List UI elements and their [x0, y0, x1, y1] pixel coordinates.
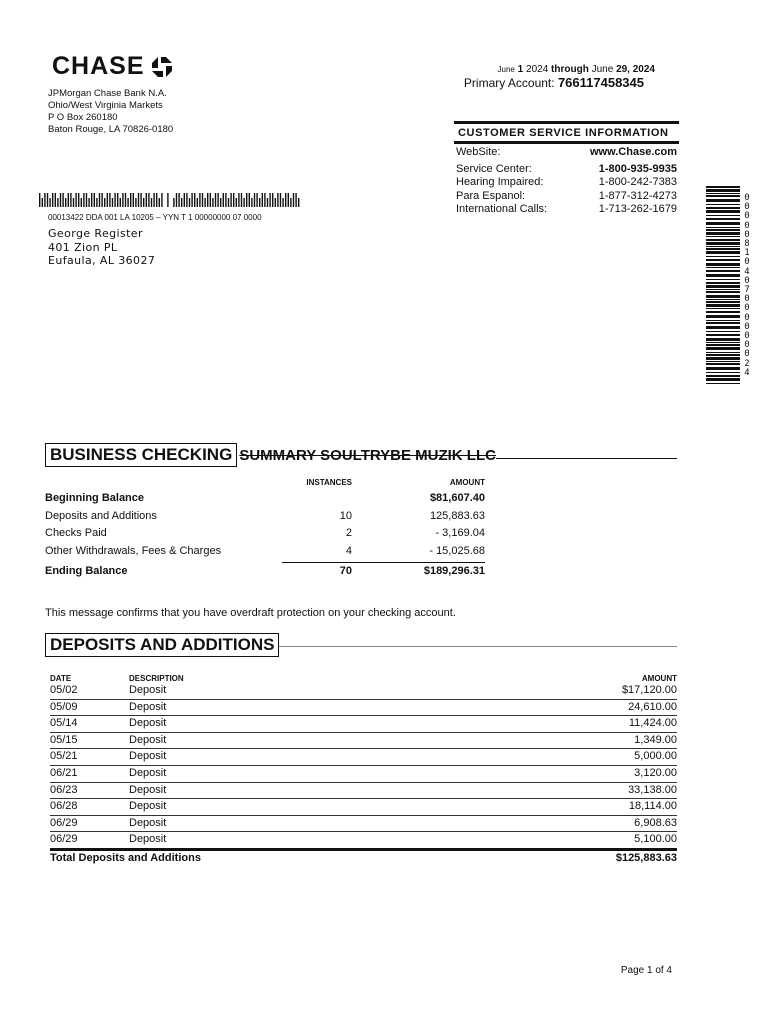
- recipient-line: Eufaula, AL 36027: [48, 254, 156, 267]
- period-end-month: June: [591, 64, 614, 75]
- deposit-amount: 5,000.00: [634, 750, 677, 763]
- total-amount: $125,883.63: [615, 851, 677, 864]
- deposit-description: Deposit: [129, 700, 167, 713]
- barcode-digit: 4: [744, 266, 750, 277]
- deposit-amount: $17,120.00: [621, 684, 677, 696]
- deposit-amount: 33,138.00: [628, 783, 677, 796]
- barcode-digit: 0: [744, 340, 750, 351]
- barcode-digit: 0: [744, 312, 750, 323]
- barcode-digit: 0: [744, 294, 750, 305]
- summary-label: Beginning Balance: [45, 492, 145, 504]
- table-row: [50, 733, 677, 750]
- summary-amount: - 3,169.04: [435, 527, 485, 539]
- primary-account-label: Primary Account:: [463, 76, 555, 90]
- deposits-rows: [50, 683, 677, 851]
- recipient-address: [48, 227, 155, 268]
- table-row: [50, 766, 677, 783]
- period-start-month: June: [497, 65, 515, 74]
- barcode-digit: 1: [744, 248, 750, 259]
- period-end-day-year: 29, 2024: [616, 64, 655, 75]
- table-row: [50, 832, 677, 851]
- section-rule: [496, 458, 677, 459]
- cs-value[interactable]: www.Chase.com: [589, 146, 677, 158]
- deposit-amount: 18,114.00: [628, 800, 677, 813]
- deposit-description: Deposit: [129, 766, 167, 779]
- deposits-table: [50, 671, 677, 865]
- cs-row-website: [454, 146, 679, 160]
- barcode-digit: 0: [744, 331, 750, 342]
- deposit-amount: 24,610.00: [628, 700, 677, 713]
- summary-row: [45, 543, 485, 561]
- deposit-description: Deposit: [129, 717, 167, 730]
- logo-text: CHASE: [52, 52, 145, 80]
- side-barcode-digits: [741, 194, 753, 378]
- recipient-line: 401 Zion PL: [48, 240, 118, 254]
- summary-table: [45, 478, 485, 581]
- deposit-date: 05/15: [50, 733, 78, 746]
- summary-subtitle: SUMMARY SOULTRYBE MUZIK LLC: [239, 446, 496, 464]
- ending-balance-instances: 70: [339, 565, 352, 577]
- cs-label: Hearing Impaired:: [456, 176, 544, 188]
- cs-value: 1-713-262-1679: [598, 203, 677, 215]
- chase-octagon-icon: [151, 56, 173, 78]
- summary-row: [45, 525, 485, 543]
- customer-service-title: CUSTOMER SERVICE INFORMATION: [454, 121, 679, 144]
- deposits-header: [45, 633, 677, 657]
- deposit-description: Deposit: [129, 833, 167, 846]
- bank-address-line: Ohio/West Virginia Markets: [48, 100, 163, 111]
- barcode-digit: 0: [744, 321, 750, 332]
- period-start-day: 1: [517, 64, 524, 75]
- barcode-digit: 8: [744, 239, 750, 250]
- col-amount: AMOUNT: [449, 478, 485, 487]
- ending-balance-amount: $189,296.31: [423, 565, 485, 577]
- recipient-line: George Register: [48, 227, 143, 240]
- table-row: [50, 716, 677, 733]
- col-date: DATE: [50, 674, 72, 683]
- cs-value: 1-877-312-4273: [598, 189, 677, 202]
- summary-amount: 125,883.63: [429, 509, 485, 522]
- mailing-code-line: 00013422 DDA 001 LA 10205 – YYN T 1 00000000 07 0000: [48, 213, 262, 222]
- deposit-date: 06/29: [50, 833, 78, 846]
- summary-ending-row: [45, 563, 485, 581]
- cs-row-service-center: [454, 163, 679, 177]
- deposit-date: 06/21: [50, 766, 78, 779]
- cs-value: 1-800-242-7383: [598, 176, 677, 188]
- barcode-digit: 4: [744, 367, 750, 378]
- deposit-description: Deposit: [129, 800, 167, 813]
- overdraft-message: This message confirms that you have overdraft protection on your checking account.: [45, 607, 456, 619]
- deposit-date: 05/02: [50, 684, 78, 696]
- bank-address: [48, 88, 173, 136]
- barcode-digit: 0: [744, 257, 750, 268]
- deposits-header-row: [50, 671, 677, 683]
- deposits-total-row: [50, 851, 677, 865]
- cs-row-para-espanol: [454, 190, 679, 204]
- summary-label: Deposits and Additions: [45, 509, 157, 522]
- summary-header: [45, 443, 677, 467]
- summary-instances: 4: [345, 544, 352, 557]
- summary-header-row: [45, 478, 485, 487]
- deposit-amount: 11,424.00: [628, 717, 677, 730]
- barcode-digit: 0: [744, 275, 750, 286]
- cs-label: Para Espanol:: [456, 189, 526, 202]
- deposits-title: DEPOSITS AND ADDITIONS: [45, 633, 279, 657]
- summary-amount: - 15,025.68: [429, 544, 485, 557]
- section-rule: [279, 646, 677, 647]
- cs-row-international: [454, 203, 679, 217]
- col-instances: INSTANCES: [306, 478, 352, 487]
- page-number: Page 1 of 4: [620, 965, 672, 976]
- chase-logo: [52, 52, 173, 81]
- deposit-description: Deposit: [129, 783, 167, 796]
- col-amount: AMOUNT: [641, 674, 677, 683]
- business-checking-title: BUSINESS CHECKING: [45, 443, 237, 467]
- table-row: [50, 749, 677, 766]
- summary-instances: [282, 490, 352, 508]
- table-row: [50, 700, 677, 717]
- summary-row: [45, 490, 485, 508]
- side-barcode: [706, 186, 740, 388]
- barcode-digit: 0: [744, 211, 750, 222]
- cs-label: WebSite:: [456, 146, 501, 158]
- customer-service-box: [454, 121, 679, 217]
- deposit-amount: 6,908.63: [634, 816, 677, 829]
- deposit-amount: 1,349.00: [634, 733, 677, 746]
- summary-amount: $81,607.40: [429, 492, 485, 504]
- deposit-date: 06/23: [50, 783, 78, 796]
- summary-instances: 2: [345, 527, 352, 539]
- ending-balance-label: Ending Balance: [45, 565, 128, 577]
- deposit-date: 06/29: [50, 816, 78, 829]
- summary-label: Checks Paid: [45, 527, 107, 539]
- cs-value: 1-800-935-9935: [598, 162, 677, 175]
- statement-period: [430, 64, 655, 75]
- primary-account: [430, 75, 644, 90]
- barcode-digit: 0: [744, 202, 750, 213]
- table-row: [50, 799, 677, 816]
- deposit-description: Deposit: [129, 750, 167, 763]
- barcode-digit: 0: [744, 220, 750, 231]
- table-row: [50, 783, 677, 800]
- table-row: [50, 816, 677, 833]
- summary-label: Other Withdrawals, Fees & Charges: [45, 544, 222, 557]
- cs-row-hearing-impaired: [454, 176, 679, 190]
- mailing-barcode: [39, 193, 301, 207]
- barcode-digit: 0: [744, 349, 750, 360]
- cs-label: International Calls:: [456, 203, 548, 215]
- barcode-digit: 7: [744, 285, 750, 296]
- bank-address-line: Baton Rouge, LA 70826-0180: [48, 124, 174, 135]
- deposit-date: 06/28: [50, 800, 78, 813]
- table-row: [50, 683, 677, 700]
- primary-account-number: 766117458345: [557, 75, 644, 90]
- barcode-digit: 0: [744, 193, 750, 203]
- col-description: DESCRIPTION: [129, 674, 184, 683]
- deposit-description: Deposit: [129, 816, 167, 829]
- deposit-description: Deposit: [129, 684, 167, 696]
- bank-address-line: P O Box 260180: [48, 112, 118, 123]
- deposit-date: 05/14: [50, 717, 78, 730]
- cs-label: Service Center:: [456, 162, 532, 175]
- deposit-date: 05/21: [50, 750, 78, 763]
- barcode-digit: 2: [744, 358, 750, 369]
- summary-row: [45, 508, 485, 526]
- total-label: Total Deposits and Additions: [50, 851, 201, 864]
- deposit-date: 05/09: [50, 700, 78, 713]
- deposit-description: Deposit: [129, 733, 167, 746]
- barcode-digit: 0: [744, 229, 750, 240]
- period-start-year: 2024: [526, 64, 549, 75]
- deposit-amount: 5,100.00: [634, 833, 677, 846]
- summary-instances: 10: [339, 509, 352, 522]
- barcode-digit: 0: [744, 303, 750, 314]
- deposit-amount: 3,120.00: [634, 766, 677, 779]
- bank-address-line: JPMorgan Chase Bank N.A.: [48, 88, 167, 99]
- period-through: through: [551, 64, 589, 75]
